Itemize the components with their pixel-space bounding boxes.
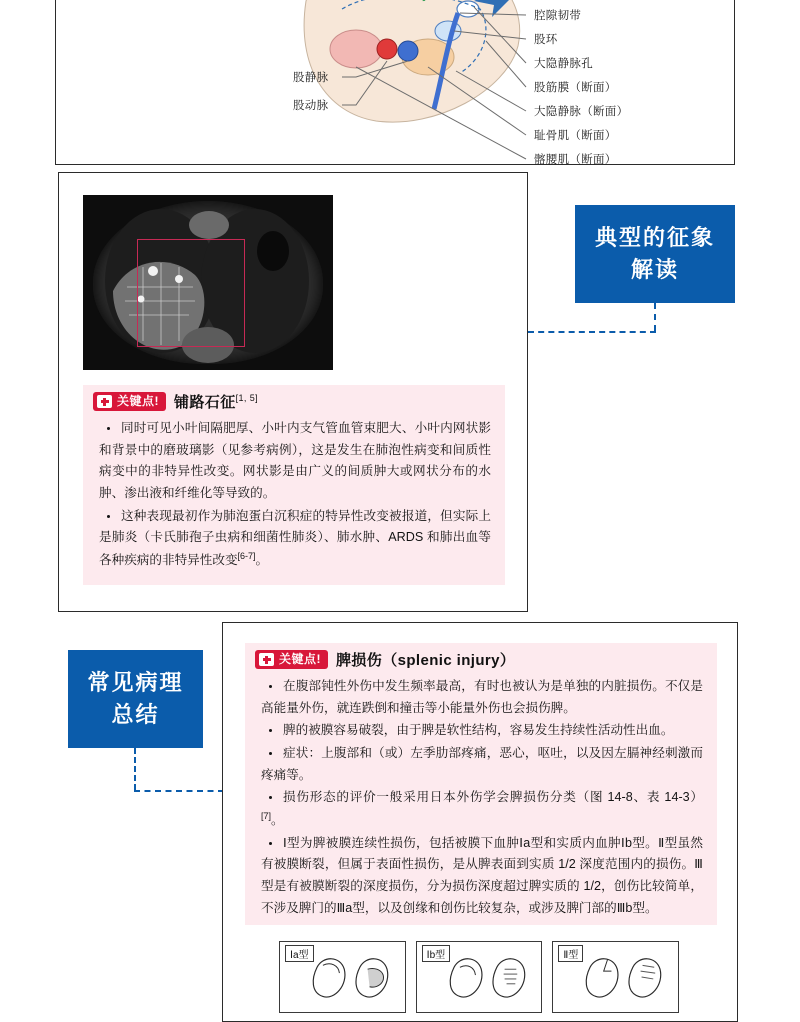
callout-typical-signs: [575, 205, 735, 303]
bullet-dot: [107, 427, 110, 430]
first-aid-kit-icon: [259, 653, 274, 666]
keypoint-bullet-superscript: [7]: [261, 810, 272, 821]
keypoint-body: [245, 672, 717, 932]
bullet-dot: [269, 685, 272, 688]
keypoint-bullet-superscript: [6-7]: [237, 550, 256, 561]
bullet-dot: [269, 729, 272, 732]
anatomy-diagram-panel: [55, 0, 735, 165]
bullet-dot: [107, 515, 110, 518]
keypoint-badge-label: 关键点!: [279, 652, 321, 666]
keypoint-title-superscript: [1, 5]: [235, 393, 259, 403]
spleen-classification-figures: [279, 941, 679, 1013]
ct-roi-box: [137, 239, 245, 347]
keypoint-bullet: [259, 787, 703, 832]
keypoint-header: [245, 643, 717, 672]
keypoint-bullet-text: 这种表现最初作为肺泡蛋白沉积症的特异性改变被报道，但实际上是肺炎（卡氏肺孢子虫病和细菌性肺炎）、肺水肿、ARDS 和肺出血等各种疾病的非特异性改变: [99, 508, 491, 568]
keypoint-bullet: [259, 743, 703, 786]
callout-pathology-connector-horizontal: [134, 790, 224, 792]
keypoint-bullet-tail: 。: [255, 553, 269, 568]
keypoint-badge: [93, 392, 166, 411]
anatomy-label-great-saphenous-vein: 大隐静脉（断面）: [534, 106, 629, 118]
keypoint-bullet: [259, 676, 703, 719]
keypoint-bullet: [259, 720, 703, 742]
ct-image: [83, 195, 333, 370]
keypoint-bullet: [97, 418, 491, 505]
callout-pathology-summary: [68, 650, 203, 748]
anatomy-label-pectineus: 耻骨肌（断面）: [534, 130, 617, 142]
keypoint-badge: [255, 650, 328, 669]
keypoint-header: [83, 385, 505, 414]
anatomy-label-femoral-artery: 股动脉: [293, 100, 329, 112]
anatomy-label-iliopsoas: 髂腰肌（断面）: [534, 154, 617, 166]
figure-tag: Ⅱ型: [558, 945, 583, 962]
keypoint-title-text: 铺路石征: [174, 394, 236, 411]
inguinal-region-illustration: [56, 0, 736, 166]
figure-tag: Ⅰa型: [285, 945, 314, 962]
keypoint-title: 脾损伤（splenic injury）: [336, 652, 516, 669]
bullet-dot: [269, 842, 272, 845]
keypoint-bullet-text: 损伤形态的评价一般采用日本外伤学会脾损伤分类（图 14-8、表 14-3）: [283, 790, 703, 805]
spleen-figure-cell: [416, 941, 543, 1013]
callout-typical-line1: 典型的征象: [594, 225, 715, 251]
anatomy-label-saphenous-opening: 大隐静脉孔: [534, 58, 593, 70]
keypoint-bullet-text: 脾的被膜容易破裂，由于脾是软性结构，容易发生持续性活动性出血。: [283, 723, 674, 738]
keypoint-bullet: [97, 506, 491, 572]
keypoint-bullet-text: 症状：上腹部和（或）左季肋部疼痛，恶心，呕吐，以及因左膈神经刺激而疼痛等。: [261, 745, 703, 782]
anatomy-label-femoral-vein: 股静脉: [293, 72, 329, 84]
anatomy-illustration: [56, 0, 734, 164]
anatomy-label-femoral-fascia: 股筋膜（断面）: [534, 82, 617, 94]
spleen-figure-cell: [279, 941, 406, 1013]
keypoint-bullet: [259, 833, 703, 920]
callout-typical-line2: 解读: [630, 257, 679, 282]
spleen-injury-panel: [222, 622, 738, 1022]
keypoint-bullet-text: 在腹部钝性外伤中发生频率最高，有时也被认为是单独的内脏损伤。不仅是高能量外伤，就连跌倒和撞击等小能量外伤也会损伤脾。: [261, 679, 703, 715]
figure-tag: Ⅰb型: [422, 945, 451, 962]
spleen-figure-cell: [552, 941, 679, 1013]
callout-pathology-line2: 总结: [111, 702, 160, 727]
keypoint-title: [174, 391, 258, 412]
callout-pathology-connector-vertical: [134, 748, 136, 790]
bullet-dot: [269, 796, 272, 799]
callout-pathology-line1: 常见病理: [87, 670, 184, 696]
keypoint-block-spleen: [245, 643, 717, 925]
keypoint-bullet-text: 同时可见小叶间隔肥厚、小叶内支气管血管束肥大、小叶内网状影和背景中的磨玻璃影（见参考病例），这是发生在肺泡性病变和间质性病变中的非特异性改变。网状影是由广义的间质肿大或网状分布的水肿、渗出液和纤维化等导致的。: [99, 421, 491, 500]
keypoint-bullet-tail: 。: [271, 813, 284, 828]
anatomy-label-femoral-ring: 股环: [534, 34, 558, 46]
callout-typical-connector-horizontal: [528, 331, 656, 333]
keypoint-block-crazy-paving: [83, 385, 505, 585]
callout-typical-connector-vertical: [654, 303, 656, 331]
keypoint-badge-label: 关键点!: [117, 394, 159, 408]
bullet-dot: [269, 752, 272, 755]
keypoint-body: [83, 414, 505, 585]
ct-case-panel: [58, 172, 528, 612]
first-aid-kit-icon: [97, 395, 112, 408]
keypoint-bullet-text: Ⅰ型为脾被膜连续性损伤，包括被膜下血肿Ⅰa型和实质内血肿Ⅰb型。Ⅱ型虽然有被膜断裂，但属于表面性损伤，是从脾表面到实质 1/2 深度范围内的损伤。Ⅲ型是有被膜断裂的深度损伤，分为损伤深度超过脾实质的 1/2，创伤比较简单，不涉及脾门的Ⅲa型，以及创缘和创伤比较复杂，或涉及脾门部的Ⅲb型。: [261, 835, 703, 915]
anatomy-label-lacunar-ligament: 腔隙韧带: [534, 10, 582, 22]
